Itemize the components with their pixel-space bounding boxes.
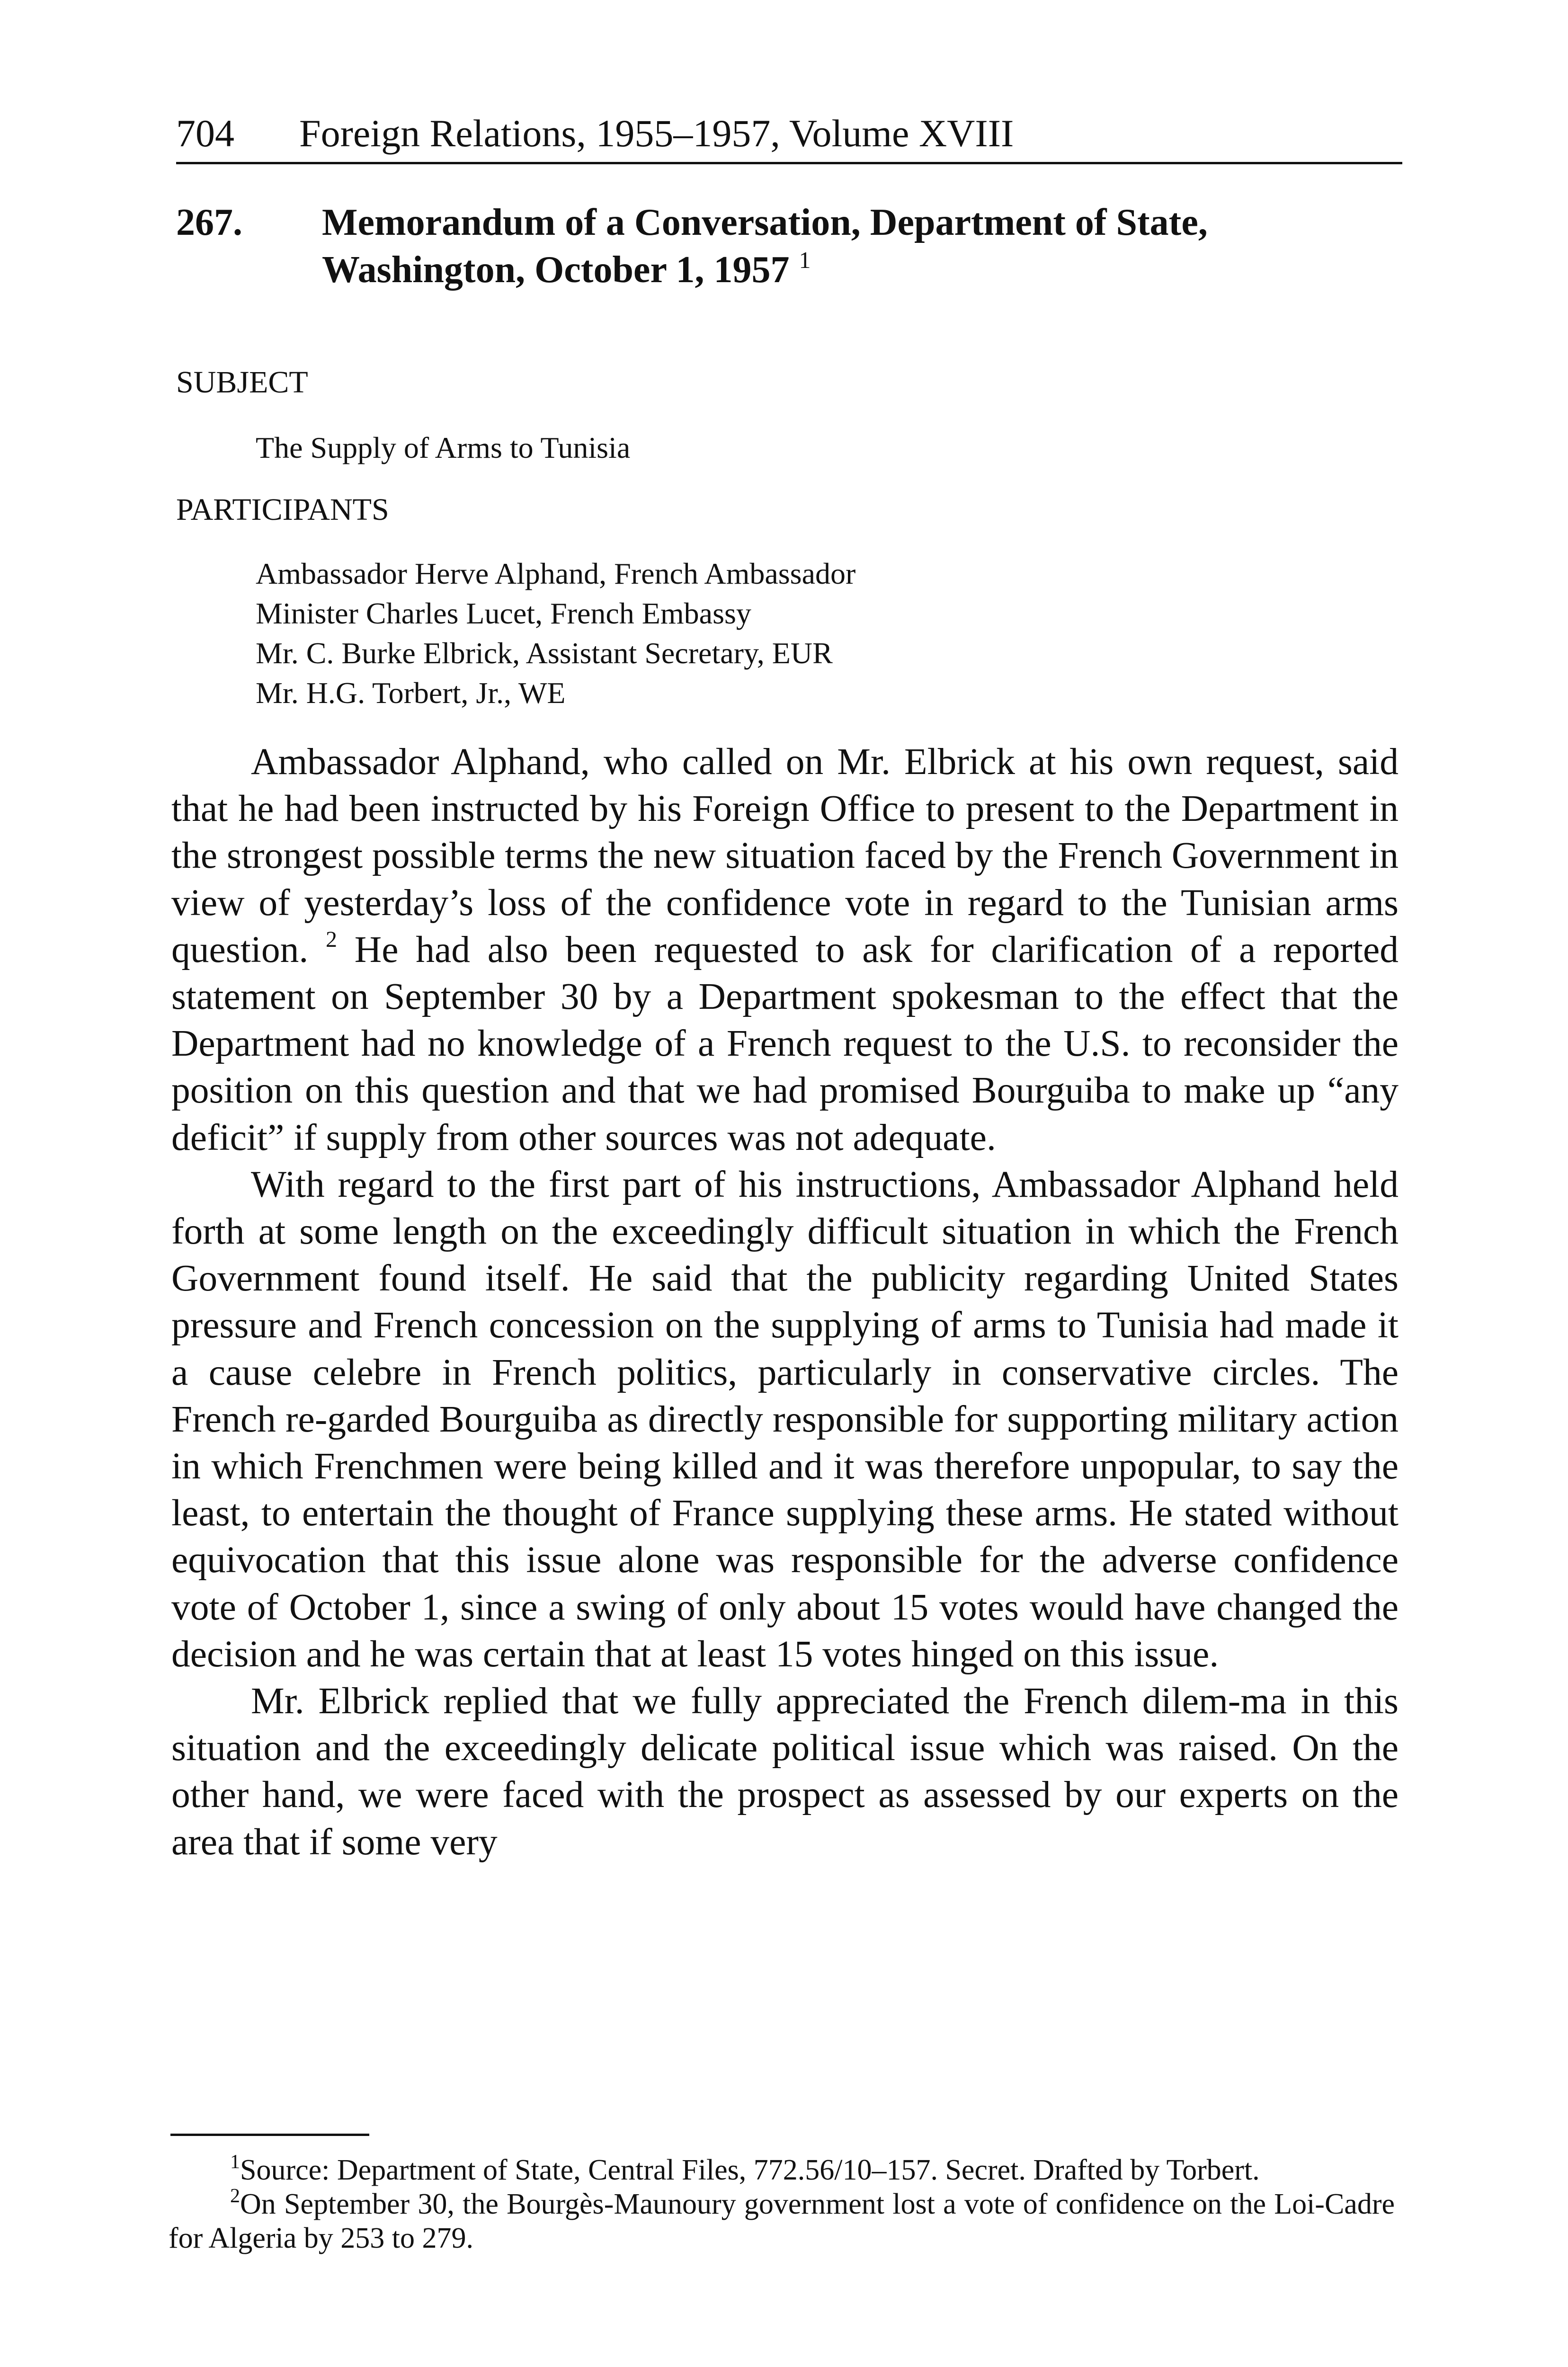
footnote-text: Source: Department of State, Central Files, 772.56/10–157. Secret. Drafted by Torbert. [240,2154,1260,2186]
footnote-1 [169,2153,1395,2187]
subject-label: SUBJECT [176,365,308,400]
participants-list [256,554,855,713]
participant-item: Mr. H.G. Torbert, Jr., WE [256,676,566,710]
body-paragraph-3: Mr. Elbrick replied that we fully appreciated the French dilem-ma in this situation and the exceedingly delicate political issue which was raised. On the other hand, we were faced with the prospect as assessed by our experts on the area that if some very [171,1680,1399,1863]
body-paragraph-1-part-b: He had also been requested to ask for clarification of a reported statement on September 30 by a Department spokesman to the effect that the Department had no knowledge of a French request to the U.S. to reconsider the position on this question and that we had promised Bourguiba to make up “any deficit” if supply from other sources was not adequate. [171,928,1399,1158]
participant-item: Mr. C. Burke Elbrick, Assistant Secretary, EUR [256,636,833,670]
document-number: 267. [176,202,242,243]
document-title-text: Memorandum of a Conversation, Department of State, Washington, October 1, 1957 [322,202,1208,291]
running-header [176,110,1402,164]
participant-item: Ambassador Herve Alphand, French Ambassador [256,557,856,590]
footnote-divider [170,2134,369,2136]
body-paragraph-1-part-a: Ambassador Alphand, who called on Mr. Elbrick at his own request, said that he had been instructed by his Foreign Office to present to the Department in the strongest possible terms the new situation faced by the French Government in view of yesterday’s loss of the confidence vote in regard to the Tunisian arms question. [171,741,1399,970]
footnote-marker: 2 [230,2185,240,2207]
participants-label: PARTICIPANTS [176,492,389,527]
memorandum-body [171,739,1399,1866]
body-paragraph-2: With regard to the first part of his instructions, Ambassador Alphand held forth at some length on the exceedingly difficult situation in which the French Government found itself. He said that the publicity regarding United States pressure and French concession on the supplying of arms to Tunisia had made it a cause celebre in French politics, particularly in conservative circles. The French re-garded Bourguiba as directly responsible for supporting military action in which Frenchmen were being killed and it was therefore unpopular, to say the least, to entertain the thought of France supplying these arms. He stated without equivocation that this issue alone was responsible for the adverse confidence vote of October 1, since a swing of only about 15 votes would have changed the decision and he was certain that at least 15 votes hinged on this issue. [171,1163,1399,1675]
document-title [322,199,1406,294]
footnote-2 [169,2187,1395,2255]
participant-item: Minister Charles Lucet, French Embassy [256,596,751,630]
footnote-ref-1: 1 [799,247,811,273]
footnotes [169,2153,1395,2255]
body-paragraph-1 [171,739,1399,1161]
footnote-ref-2: 2 [326,926,338,952]
subject-text: The Supply of Arms to Tunisia [256,431,631,464]
series-title: Foreign Relations, 1955–1957, Volume XVIII [299,112,1014,155]
footnote-text: On September 30, the Bourgès-Maunoury government lost a vote of confidence on the Loi-Cadre for Algeria by 253 to 279. [169,2188,1395,2254]
page-number: 704 [176,112,234,155]
footnote-marker: 1 [230,2151,240,2173]
